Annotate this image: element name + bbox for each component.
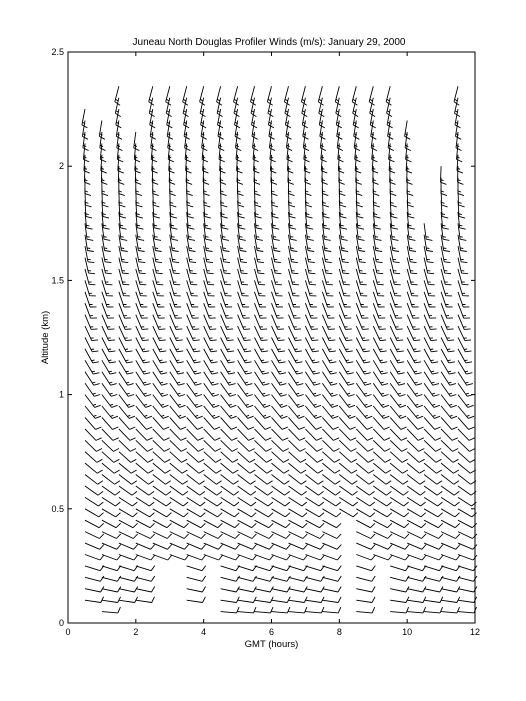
x-tick-label: 12 [469,627,481,637]
x-tick-label: 6 [268,627,275,637]
x-tick-label: 4 [201,627,207,637]
y-tick-label: 1.5 [51,275,64,286]
y-axis-label: Altitude (km) [40,310,51,365]
x-tick-label: 8 [336,627,342,637]
chart-title: Juneau North Douglas Profiler Winds (m/s): January 29, 2000 [132,37,406,48]
x-axis-label: GMT (hours) [244,639,299,650]
y-tick-label: 2.5 [51,47,64,57]
y-tick-label: 2 [58,161,64,172]
y-tick-label: 0 [58,618,64,628]
x-tick-label: 2 [133,627,139,637]
y-tick-label: 1 [58,389,64,400]
x-tick-label: 0 [65,627,71,637]
x-tick-label: 10 [402,627,413,637]
y-tick-label: 0.5 [51,503,64,514]
